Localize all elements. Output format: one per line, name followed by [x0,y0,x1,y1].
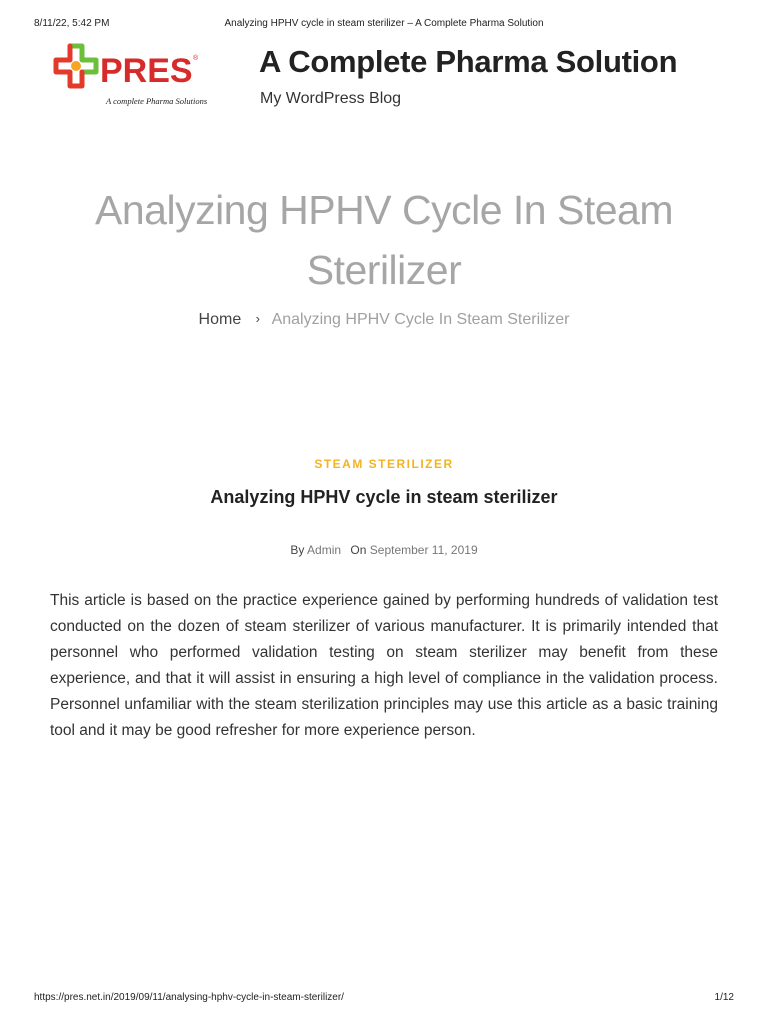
meta-on-label: On [350,543,367,557]
breadcrumb-current: Analyzing HPHV Cycle In Steam Sterilizer [271,311,570,328]
post-body-paragraph: This article is based on the practice experience gained by performing hundreds of validation test conducted on the dozen of steam sterilizer of various manufacturer. It is primarily intended that personnel who performed validation testing on steam sterilizer may benefit from these experience, and that it will assist in ensuring a high level of compliance in the validation process. Personnel unfamiliar with the steam sterilization principles may use this article as a basic training tool and it may be good refresher for more experience person. [50,592,718,739]
print-url: https://pres.net.in/2019/09/11/analysing-hphv-cycle-in-steam-sterilizer/ [34,992,344,1003]
post-category-link[interactable]: STEAM STERILIZER [314,457,454,471]
site-logo[interactable] [48,38,218,108]
breadcrumb-home-link[interactable]: Home [198,311,242,328]
breadcrumb [0,311,768,329]
print-page-title: Analyzing HPHV cycle in steam sterilizer – A Complete Pharma Solution [224,18,544,29]
chevron-right-icon: › [255,311,261,326]
print-page-number: 1/12 [714,992,734,1003]
page-title: Analyzing HPHV Cycle In Steam Sterilizer [95,187,673,293]
post-title: Analyzing HPHV cycle in steam sterilizer [210,487,558,507]
logo-registered: ® [193,55,199,62]
logo-subtitle: A complete Pharma Solutions [106,96,208,106]
print-datetime: 8/11/22, 5:42 PM [34,18,110,29]
logo-wordmark: PRES [100,52,193,90]
site-tagline: My WordPress Blog [260,90,402,107]
logo-cross-dot [72,62,80,70]
meta-by-label: By [290,543,305,557]
pres-logo-icon [48,38,218,108]
meta-date-link[interactable]: September 11, 2019 [369,543,478,557]
post-meta [0,543,768,557]
meta-author-link[interactable]: Admin [307,543,342,557]
site-title[interactable]: A Complete Pharma Solution [259,44,678,79]
